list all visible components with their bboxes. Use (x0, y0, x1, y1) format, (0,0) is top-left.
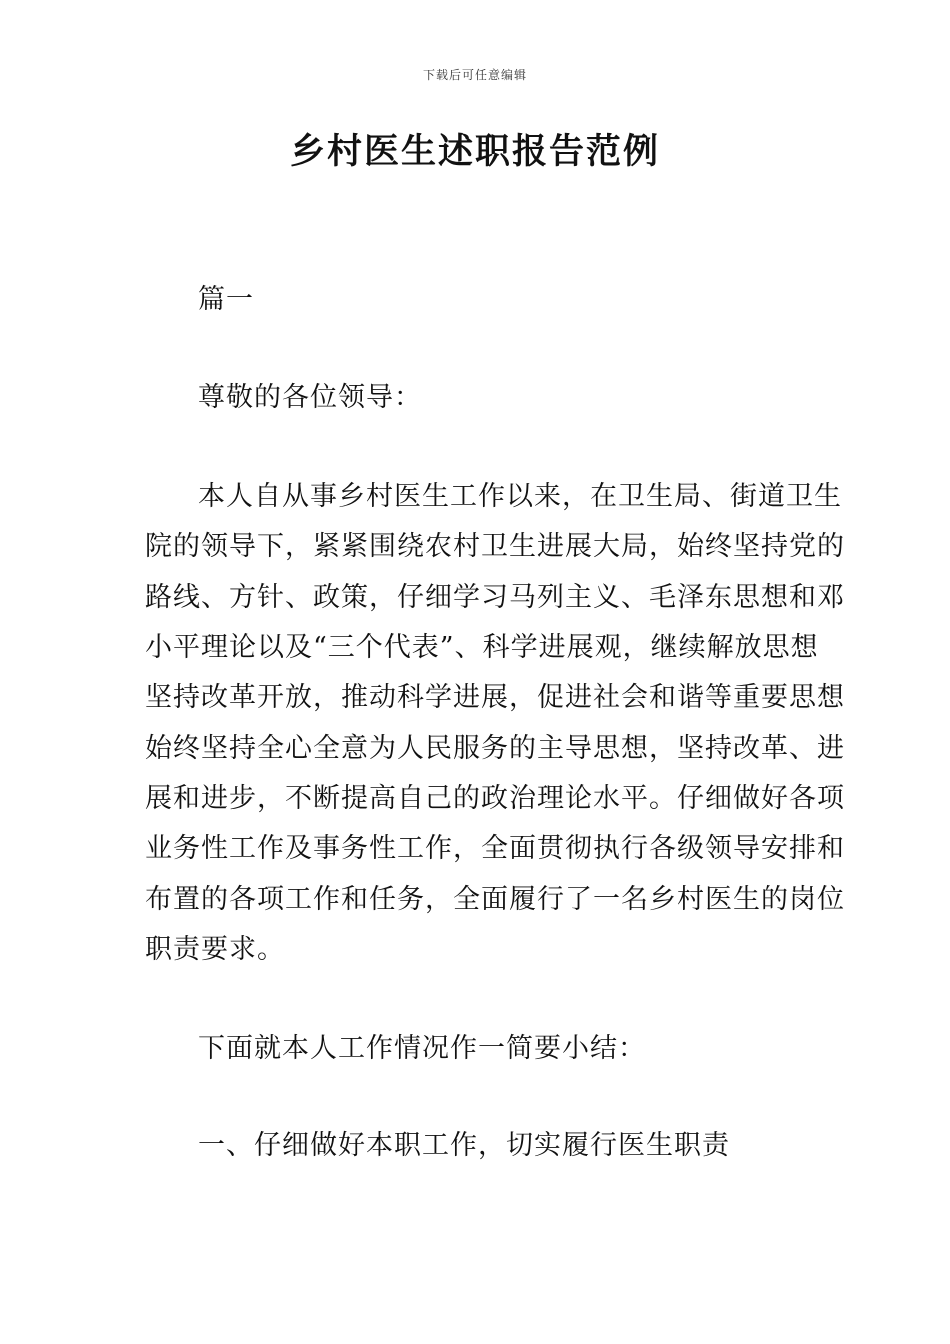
paragraph-line: 职责要求。 (145, 934, 285, 965)
paragraph-line: 小平理论以及“三个代表”、科学进展观，继续解放思想 (145, 632, 819, 663)
paragraph-line: 本人自从事乡村医生工作以来，在卫生局、街道卫生 (198, 481, 842, 512)
paragraph-line: 布置的各项工作和任务，全面履行了一名乡村医生的岗位 (145, 884, 845, 915)
paragraph-line: 业务性工作及事务性工作，全面贯彻执行各级领导安排和 (145, 833, 845, 864)
section-heading-1: 一、仔细做好本职工作，切实履行医生职责 (198, 1130, 730, 1161)
summary-intro: 下面就本人工作情况作一简要小结： (198, 1033, 646, 1064)
paragraph-line: 始终坚持全心全意为人民服务的主导思想，坚持改革、进 (145, 733, 845, 764)
paragraph-line: 坚持改革开放，推动科学进展，促进社会和谐等重要思想 (145, 682, 845, 713)
document-title: 乡村医生述职报告范例 (289, 132, 660, 172)
section-label: 篇一 (198, 284, 254, 315)
paragraph-line: 展和进步，不断提高自己的政治理论水平。仔细做好各项 (145, 783, 845, 814)
paragraph-line: 路线、方针、政策，仔细学习马列主义、毛泽东思想和邓 (145, 582, 845, 613)
header-note: 下载后可任意编辑 (422, 68, 527, 82)
paragraph-line: 院的领导下，紧紧围绕农村卫生进展大局，始终坚持党的 (145, 531, 845, 562)
salutation: 尊敬的各位领导： (198, 382, 422, 413)
